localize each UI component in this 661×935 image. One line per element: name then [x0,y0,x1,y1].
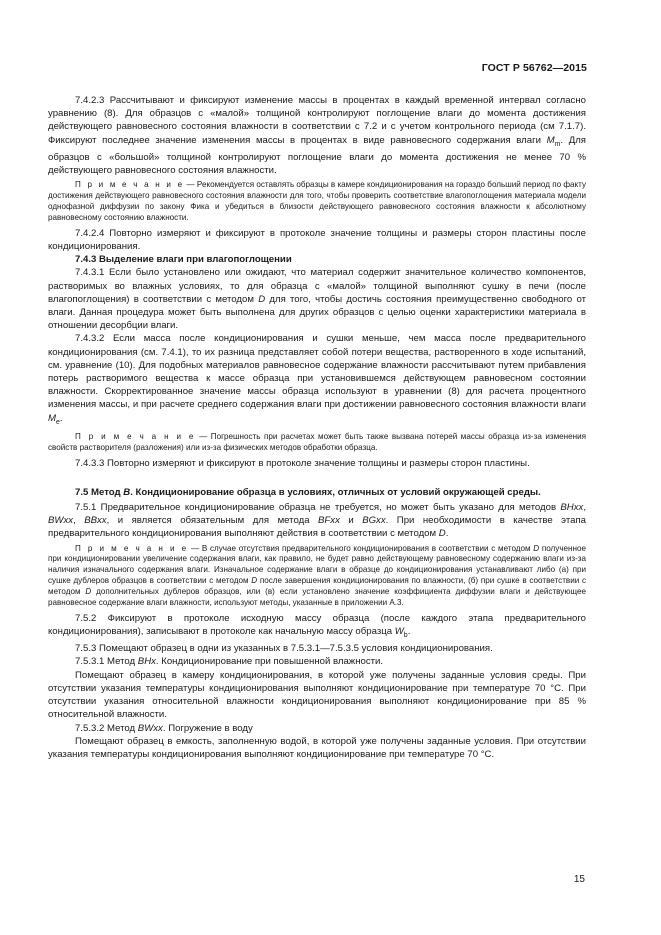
page-number: 15 [573,874,585,885]
note-2: П р и м е ч а н и е — Погрешность при расчетах может быть также вызвана потерей массы образца из-за изменения свойств растворителя (разложения) или из-за физических методов обработки образца. [48,431,586,452]
paragraph-7-5-3-1-body: Помещают образец в камеру кондиционирования, в которой уже получены заданные условия среды. При отсутствии указания температуры кондиционирования выполняют кондиционирование при температуре 70 °С. При отсутствии указания относительной влажности кондиционирования выполняют кондиционирование при 85 % относительной влажности. [48,669,586,721]
section-heading-7-4-3: 7.4.3 Выделение влаги при влагопоглощении [75,254,292,266]
standard-designation: ГОСТ Р 56762—2015 [481,62,587,74]
spacer [48,470,586,477]
paragraph-7-5-3-2-body: Помещают образец в емкость, заполненную водой, в которой уже получены заданные условия. При отсутствии указания температуры кондиционирования выполняют кондиционирование при температуре 70 °С. [48,735,586,760]
note-1: П р и м е ч а н и е — Рекомендуется оставлять образцы в камере кондиционирования на гораздо больший период по факту достижения действующего равновесного состояния влажности для того, чтобы проверить соответствие влагопоглощения материала модели однофазной диффузии по закону Фика и убедиться в близости действующего равновесного состояния влажности к абсолютному равновесному состоянию влажности. [48,180,587,222]
paragraph-7-5-3-1-title: 7.5.3.1 Метод ВНх. Кондиционирование при повышенной влажности. [75,656,384,668]
section-heading-7-5: 7.5 Метод В. Кондиционирование образца в условиях, отличных от условий окружающей среды. [75,486,541,498]
paragraph-7-4-2-3: 7.4.2.3 Рассчитывают и фиксируют изменение массы в процентах в каждый временной интервал согласно уравнению (8). Для образцов с «малой» толщиной контролируют поглощение влаги до момента достижения действующего равновесного состояния влажности в соответствии с 7.2 и с учетом контрольного периода (см 7.1.7). Фиксируют последнее значение изменения массы в процентах в виде равновесного содержания влаги $M_m$. Для образцов с «большой» толщиной контролируют поглощение влаги до момента достижения не менее 70 % действующего равновесного состояния влажности. [48,95,586,176]
paragraph-7-5-3: 7.5.3 Помещают образец в одни из указанных в 7.5.3.1—7.5.3.5 условия кондиционирования. [75,643,493,655]
note-label: П р и м е ч а н и е [75,431,196,441]
paragraph-7-4-3-3: 7.4.3.3 Повторно измеряют и фиксируют в протоколе значение толщины и размеры сторон пластины. [75,457,530,469]
note-label: П р и м е ч а н и е [75,543,189,553]
paragraph-7-5-3-2-title: 7.5.3.2 Метод BWxx. Погружение в воду [75,722,253,734]
paragraph-7-5-1: 7.5.1 Предварительное кондиционирование образца не требуется, но может быть указано для методов ВНхх, BWxx, BBxx, и является обязательным для метода BFxx и BGxx. При необходимости в качестве этапа предварительного кондиционирования выполняют действия в соответствии с методом D. [48,501,586,540]
page-content [48,94,586,761]
note-3: П р и м е ч а н и е — В случае отсутствия предварительного кондиционирования в соответствии с методом D полученное при кондиционировании увеличение содержания влаги, как правило, не будет равно действующему равновесному содержанию влаги из-за наличия изначального содержания влаги. Изначальное содержание влаги в образце до кондиционирования устанавливают либо (а) при сушке дублеров образцов в соответствии с методом D после завершения кондиционирования по влажности, (б) при сушке в соответствии с методом D дополнительных дублеров образцов, или (в) если установлено значение коэффициента диффузии влаги и действующее равновесное содержание влаги влажности, используют методы, указанные в приложении А.3. [48,543,587,608]
paragraph-7-4-2-4: 7.4.2.4 Повторно измеряют и фиксируют в протоколе значение толщины и размеры сторон пластины после кондиционирования. [48,227,586,252]
paragraph-7-5-2: 7.5.2 Фиксируют в протоколе исходную массу образца (после каждого этапа предварительного кондиционирования), записывают в протоколе как начальную массу образца $W_b$. [48,612,586,640]
paragraph-7-4-3-2: 7.4.3.2 Если масса после кондиционирования и сушки меньше, чем масса после предварительного кондиционирования (см. 7.4.1), то их разница представляет собой потери вещества, растворенного в ходе испытаний, см. уравнение (10). Для подобных материалов равновесное содержание влажности рассчитывают путем прибавления потерь растворимого вещества к массе образца при установившемся действующем равновесном состоянии влажности. Скорректированное значение массы образца используют в уравнении (8) для расчета процентного изменения массы, и при расчете среднего содержания влаги при достижении равновесного состояния влажности влаги $M_e$. [48,333,586,426]
note-label: П р и м е ч а н и е [75,180,185,190]
paragraph-7-4-3-1: 7.4.3.1 Если было установлено или ожидают, что материал содержит значительное количество компонентов, растворимых во влажных условиях, то для образца с «малой» толщиной выполняют сушку в печи (после влагопоглощения) в соответствии с методом D для того, чтобы достичь состояния преимущественно свободного от влаги. Данная процедура может быть выполнена для других образцов с целью оценки характеристики материала в отношении десорбции влаги. [48,267,587,332]
